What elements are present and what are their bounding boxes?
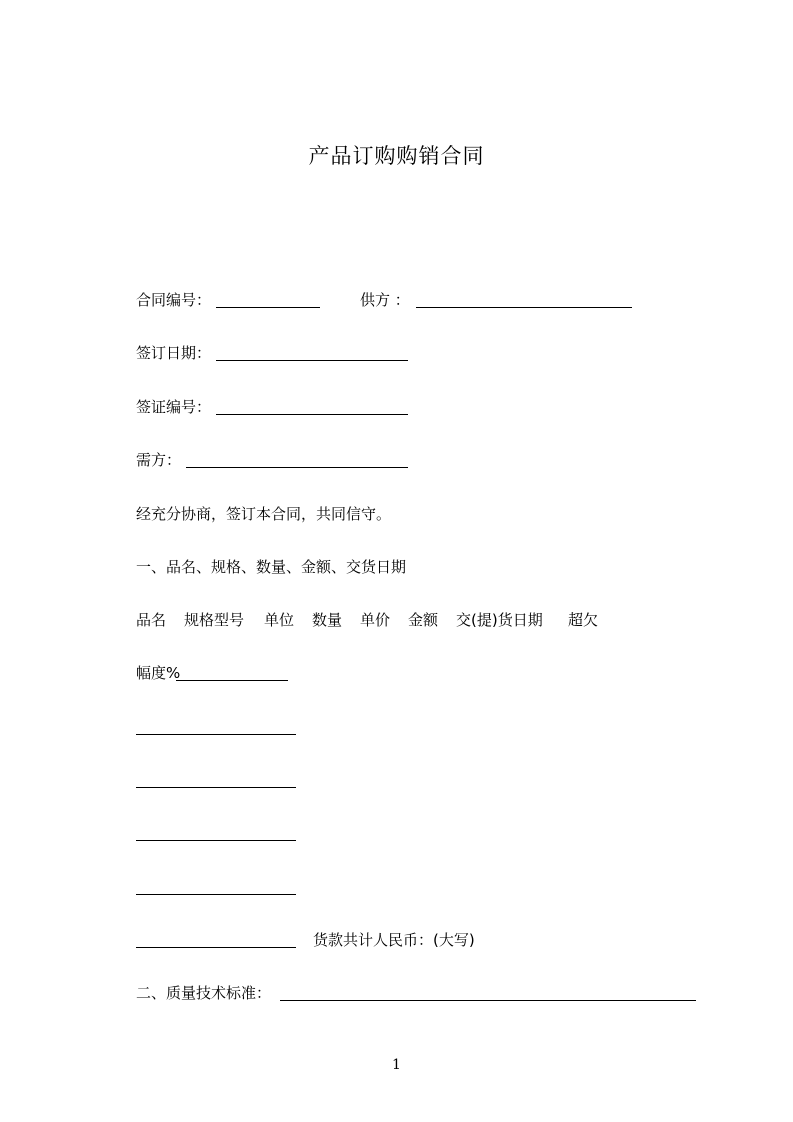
product-row bbox=[136, 876, 336, 898]
buyer-field[interactable] bbox=[186, 467, 408, 468]
quality-standard-field[interactable] bbox=[280, 1000, 696, 1001]
agreement-text: 经充分协商，签订本合同，共同信守。 bbox=[136, 505, 392, 523]
product-row-field[interactable] bbox=[136, 894, 296, 895]
product-row-field[interactable] bbox=[136, 787, 296, 788]
section1-heading: 一、品名、规格、数量、金额、交货日期 bbox=[136, 558, 407, 576]
buyer-label: 需方： bbox=[136, 451, 182, 469]
tolerance-label: 幅度% bbox=[136, 664, 181, 682]
buyer-row bbox=[136, 449, 436, 471]
section2-heading: 二、质量技术标准： bbox=[136, 984, 272, 1002]
header-product-name: 品名 bbox=[136, 611, 167, 629]
product-row-field[interactable] bbox=[136, 840, 296, 841]
sign-date-field[interactable] bbox=[216, 360, 408, 361]
visa-no-row bbox=[136, 396, 436, 418]
total-label: 货款共计人民币：(大写) bbox=[313, 931, 475, 949]
product-row-field[interactable] bbox=[136, 734, 296, 735]
product-row bbox=[136, 769, 336, 791]
product-row bbox=[136, 716, 336, 738]
contract-no-field[interactable] bbox=[216, 307, 320, 308]
header-amount: 金额 bbox=[408, 611, 439, 629]
total-row bbox=[136, 929, 556, 951]
header-quantity: 数量 bbox=[312, 611, 343, 629]
visa-no-label: 签证编号： bbox=[136, 398, 212, 416]
contract-no-row bbox=[136, 289, 656, 311]
supplier-field[interactable] bbox=[416, 307, 632, 308]
header-unit-price: 单价 bbox=[360, 611, 391, 629]
tolerance-row bbox=[136, 662, 336, 684]
page-number: 1 bbox=[392, 1057, 401, 1073]
total-amount-field[interactable] bbox=[136, 947, 296, 948]
section2-row bbox=[136, 982, 696, 1004]
product-row bbox=[136, 822, 336, 844]
visa-no-field[interactable] bbox=[216, 414, 408, 415]
contract-no-label: 合同编号： bbox=[136, 291, 212, 309]
document-title: 产品订购购销合同 bbox=[308, 144, 485, 168]
header-over-under: 超欠 bbox=[568, 611, 599, 629]
sign-date-label: 签订日期： bbox=[136, 344, 212, 362]
supplier-label: 供方 ： bbox=[360, 291, 410, 309]
sign-date-row bbox=[136, 342, 436, 364]
tolerance-field[interactable] bbox=[176, 680, 288, 681]
header-spec-model: 规格型号 bbox=[184, 611, 245, 629]
header-unit: 单位 bbox=[264, 611, 295, 629]
header-delivery-date: 交(提)货日期 bbox=[456, 611, 543, 629]
product-table-header bbox=[136, 609, 616, 631]
